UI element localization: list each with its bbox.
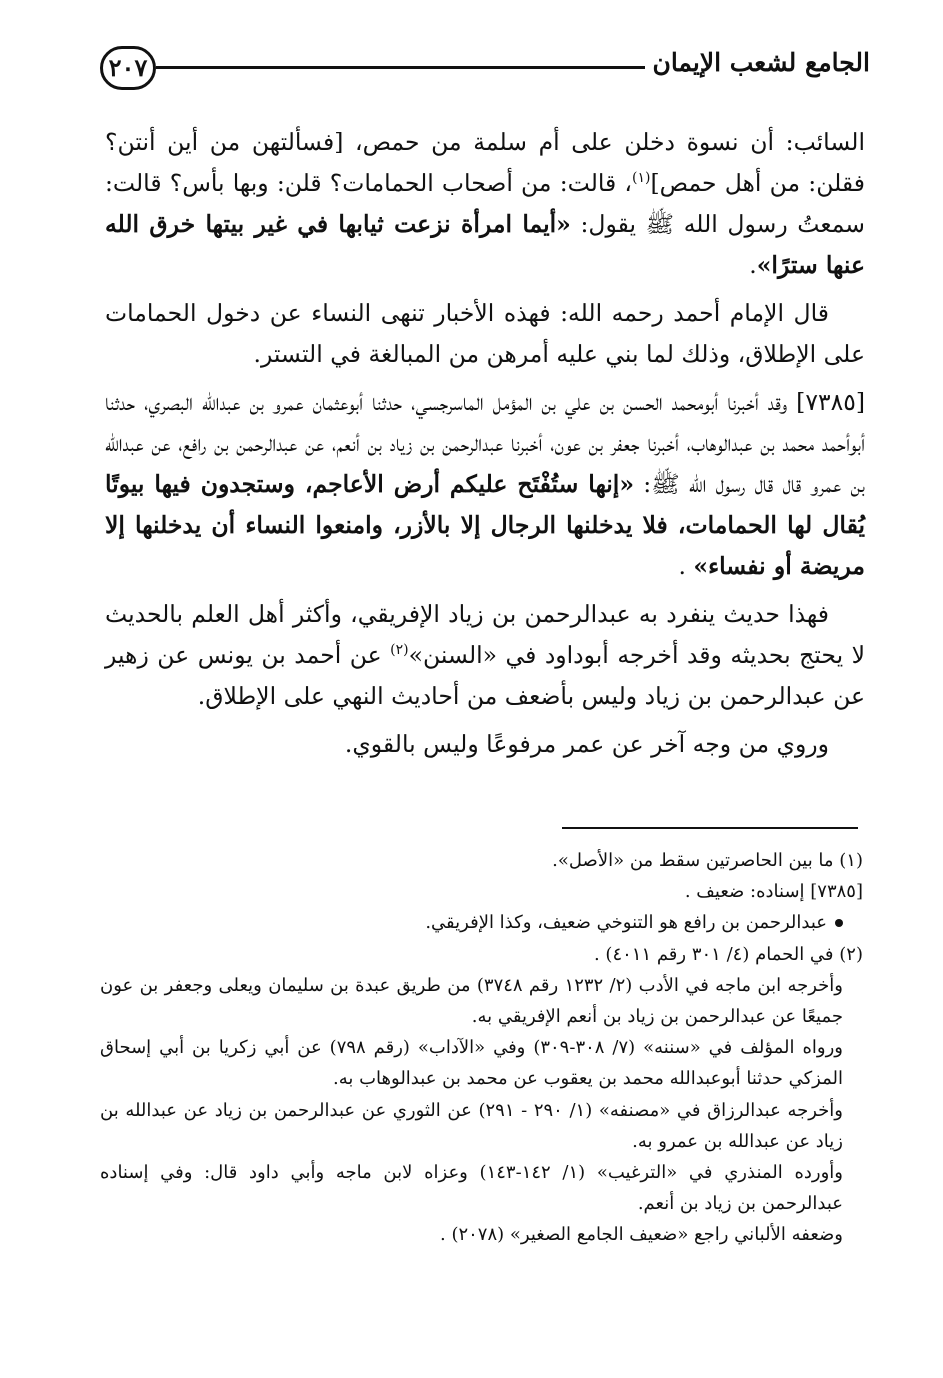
footnote-2-line: وضعفه الألباني راجع «ضعيف الجامع الصغير» (٢٠٧٨) . [440,1224,843,1246]
footnote-bullet-text: عبدالرحمن بن رافع هو التنوخي ضعيف، وكذا الإفريقي. [425,912,827,934]
footnote-ref-2: (٢) [390,642,409,659]
page-header [95,46,870,94]
footnote-2-line: وأخرجه عبدالرزاق في «مصنفه» (١/ ٢٩٠ - ٢٩١) عن الثوري عن عبدالرحمن بن زياد عن عبدالله بن زياد عن عبدالله بن عمرو به. [100,1099,843,1152]
footnote-2: (٢) في الحمام (٤/ ٣٠١ رقم ٤٠١١) . [593,943,863,965]
footnotes [100,845,863,1251]
paragraph-4-text-b: عن أحمد بن يونس عن زهير عن عبدالرحمن بن زياد وليس بأضعف من أحاديث النهي على الإطلاق. [105,641,865,710]
footnote-2-line: وأخرجه ابن ماجه في الأدب (٢/ ١٢٣٢ رقم ٣٧٤٨) من طريق عبدة بن سليمان ويعلى وجعفر بن عون جميعًا عن عبدالرحمن بن زياد بن أنعم الإفريقي به. [100,974,843,1028]
paragraph-1-text-c: . [749,251,757,279]
footnote-ref-1: (١) [632,170,651,187]
footnote-2-line: ورواه المؤلف في «سننه» (٧/ ٣٠٨-٣٠٩) وفي «الآداب» (رقم ٧٩٨) عن أبي زكريا بن أبي إسحاق المزكي حدثنا أبوعبدالله محمد بن يعقوب عن محمد بن عبدالوهاب به. [100,1037,843,1090]
footnote-1: (١) ما بين الحاصرتين سقط من «الأصل». [552,850,863,871]
paragraph-1-text-a: السائب: أن نسوة دخلن على أم سلمة من حمص، [فسألتهن من أين أنتن؟ فقلن: من أهل حمص] [105,128,865,197]
hadith-quote-1: «أيما امرأة نزعت ثيابها في غير بيتها خرق الله عنها سترًا» [105,210,865,279]
paragraph-4-text-a: فهذا حديث ينفرد به عبدالرحمن بن زياد الإفريقي، وأكثر أهل العلم بالحديث لا يحتج بحديثه وقد أخرجه أبوداود في «السنن» [105,600,865,669]
bullet-icon [835,919,843,927]
paragraph-1 [105,122,865,286]
paragraph-1-text-b: ، قالت: من أصحاب الحمامات؟ قلن: وبها بأس؟ قالت: سمعتُ رسول الله ﷺ يقول: [105,169,865,238]
paragraph-2: قال الإمام أحمد رحمه الله: فهذه الأخبار تنهى النساء عن دخول الحمامات على الإطلاق، وذلك لما بني عليه أمرهن من المبالغة في التستر. [105,299,865,368]
main-text [105,122,865,772]
paragraph-5: وروي من وجه آخر عن عمر مرفوعًا وليس بالقوي. [344,730,829,758]
footnote-2-line: وأورده المنذري في «الترغيب» (١/ ١٤٢-١٤٣) وعزاه لابن ماجه وأبي داود قال: وفي إسناده عبدالرحمن بن زياد بن أنعم. [100,1162,843,1215]
running-title: الجامع لشعب الإيمان [652,48,870,77]
page-number: ٢٠٧ [100,46,156,90]
paragraph-4 [105,594,865,717]
footnote-separator [562,827,858,829]
paragraph-3-text-a: [٧٣٨٥] وقد أخبرنا أبومحمد الحسن بن علي بن المؤمل الماسرجسي، حدثنا أبوعثمان عمرو بن عبدالله البصري، حدثنا أبوأحمد محمد بن عبدالوهاب، أخبرنا جعفر بن عون، أخبرنا عبدالرحمن بن زياد بن أنعم، عن عبدالرحمن بن رافع، عن عبدالله بن عمرو قال قال رسول الله ﷺ: [105,388,865,498]
hadith-quote-2: «إنها ستُفْتَح عليكم أرض الأعاجم، وستجدون فيها بيوتًا يُقال لها الحمامات، فلا يدخلنها الرجال إلا بالأزر، وامنعوا النساء أن يدخلنها إلا مريضة أو نفساء» [105,470,865,580]
footnote-bullet-item [100,907,863,938]
footnote-isnad: [٧٣٨٥] إسناده: ضعيف . [684,881,863,903]
header-rule [156,66,645,69]
paragraph-3-text-c: . [678,552,694,580]
paragraph-3 [105,382,865,587]
